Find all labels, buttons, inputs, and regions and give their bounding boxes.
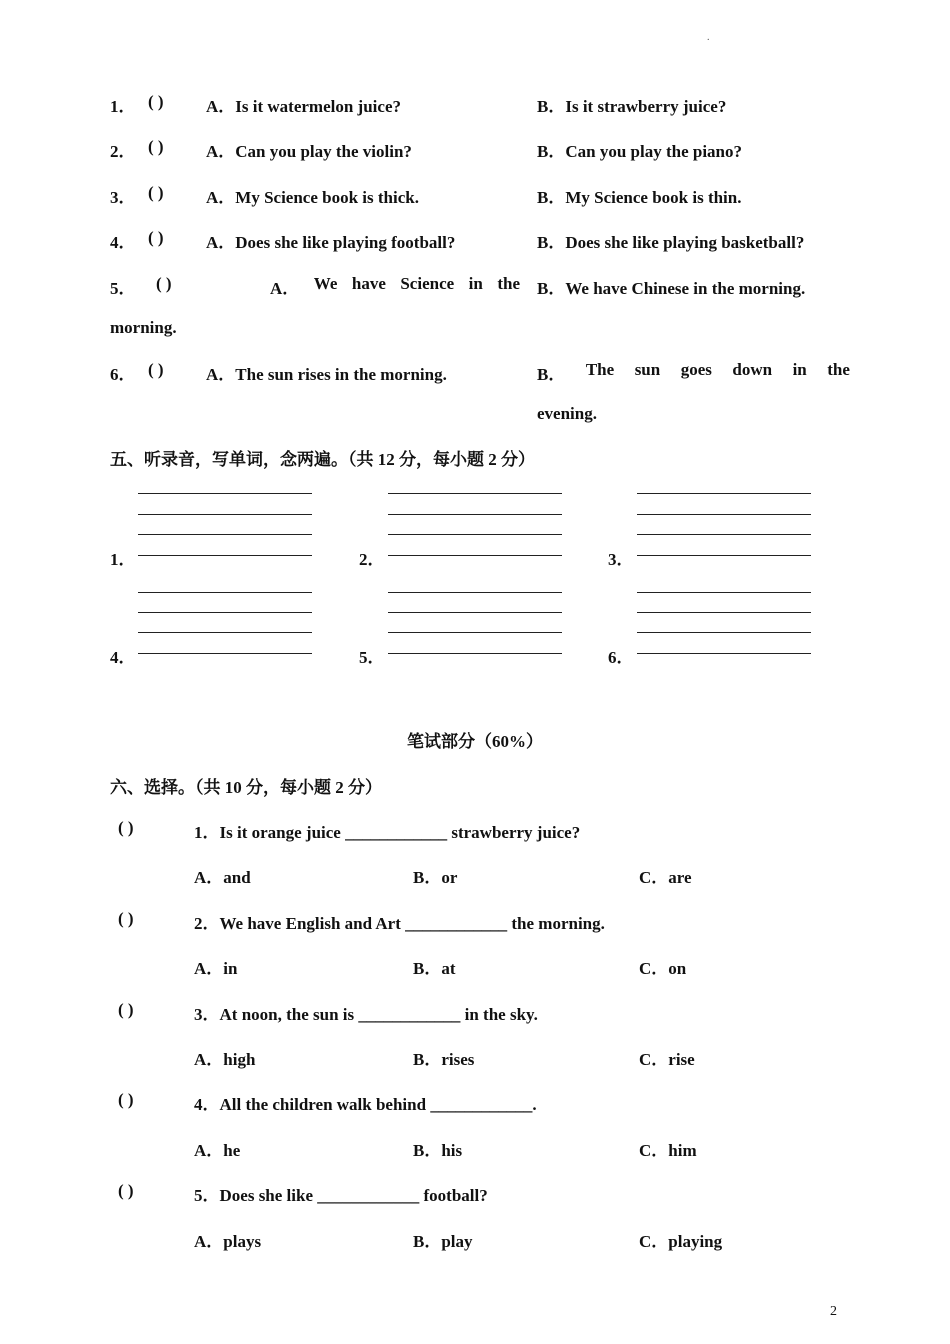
option-a: A．and <box>194 868 251 887</box>
writing-line <box>388 592 562 593</box>
question-stem: 2．We have English and Art ____________ the morning. <box>194 914 605 933</box>
option-b: B．We have Chinese in the morning. <box>537 279 806 298</box>
answer-blank: ( ) <box>148 183 164 202</box>
option-c: C．on <box>639 959 687 978</box>
answer-blank: ( ) <box>156 274 172 293</box>
question-number: 6． <box>110 365 136 384</box>
option-b-continued: evening. <box>537 404 597 423</box>
writing-line <box>637 592 811 593</box>
option-b: B．My Science book is thin. <box>537 188 742 207</box>
question-stem: 3．At noon, the sun is ____________ in the sky. <box>194 1005 538 1024</box>
blank-label: 6． <box>608 648 634 667</box>
header-mark: . <box>707 32 710 43</box>
option-a: A．Is it watermelon juice? <box>206 97 401 116</box>
blank-label: 5． <box>359 648 385 667</box>
writing-line <box>388 514 562 515</box>
option-a: A． We have Science in the <box>270 274 520 298</box>
option-b: B．Is it strawberry juice? <box>537 97 727 116</box>
option-b: B．his <box>413 1141 463 1160</box>
option-a: A．in <box>194 959 238 978</box>
writing-line <box>138 534 312 535</box>
option-b: B．Can you play the piano? <box>537 142 742 161</box>
question-number: 3． <box>110 188 136 207</box>
blank-label: 3． <box>608 550 634 569</box>
writing-line <box>138 592 312 593</box>
option-b: B．at <box>413 959 456 978</box>
writing-line <box>138 555 312 556</box>
listening-question <box>110 137 850 167</box>
writing-line <box>637 653 811 654</box>
listening-question <box>110 92 850 122</box>
writing-line <box>637 555 811 556</box>
option-a: A．high <box>194 1050 256 1069</box>
writing-line <box>388 534 562 535</box>
option-b: B． The sun goes down in the <box>537 360 850 384</box>
option-a: A．he <box>194 1141 241 1160</box>
question-number: 4． <box>110 233 136 252</box>
option-a: A．Does she like playing football? <box>206 233 456 252</box>
option-b: B．or <box>413 868 458 887</box>
listening-question <box>110 228 850 258</box>
writing-line <box>138 632 312 633</box>
writing-line <box>138 493 312 494</box>
answer-blank: ( ) <box>148 360 164 379</box>
answer-blank: ( ) <box>118 818 134 837</box>
listening-question <box>110 274 850 304</box>
writing-line <box>388 555 562 556</box>
blank-label: 4． <box>110 648 136 667</box>
answer-blank: ( ) <box>148 92 164 111</box>
writing-line <box>388 493 562 494</box>
answer-blank: ( ) <box>118 1090 134 1109</box>
option-b: B．Does she like playing basketball? <box>537 233 805 252</box>
written-part-title: 笔试部分（60%） <box>407 732 543 751</box>
option-c: C．rise <box>639 1050 695 1069</box>
listening-question <box>110 360 850 390</box>
answer-blank: ( ) <box>118 1000 134 1019</box>
question-number: 2． <box>110 142 136 161</box>
answer-blank: ( ) <box>118 1181 134 1200</box>
section-title: 五、听录音，写单词，念两遍。（共 12 分，每小题 2 分） <box>110 450 535 469</box>
writing-line <box>138 612 312 613</box>
option-b: B．rises <box>413 1050 475 1069</box>
listening-question <box>110 183 850 213</box>
writing-line <box>388 632 562 633</box>
writing-line <box>637 632 811 633</box>
option-c: C．are <box>639 868 692 887</box>
writing-line <box>388 653 562 654</box>
answer-blank: ( ) <box>148 137 164 156</box>
answer-blank: ( ) <box>148 228 164 247</box>
writing-line <box>637 514 811 515</box>
option-a: A．My Science book is thick. <box>206 188 419 207</box>
option-b: B．play <box>413 1232 473 1251</box>
blank-label: 2． <box>359 550 385 569</box>
option-a-continued: morning. <box>110 318 177 337</box>
question-stem: 1．Is it orange juice ____________ strawberry juice? <box>194 823 581 842</box>
writing-line <box>388 612 562 613</box>
blank-label: 1． <box>110 550 136 569</box>
option-a: A．The sun rises in the morning. <box>206 365 447 384</box>
option-a: A．Can you play the violin? <box>206 142 412 161</box>
option-c: C．playing <box>639 1232 723 1251</box>
option-c: C．him <box>639 1141 697 1160</box>
writing-line <box>138 514 312 515</box>
writing-line <box>138 653 312 654</box>
writing-line <box>637 612 811 613</box>
page-number: 2 <box>830 1304 837 1319</box>
question-number: 5． <box>110 279 136 298</box>
writing-line <box>637 534 811 535</box>
section-title: 六、选择。（共 10 分，每小题 2 分） <box>110 778 382 797</box>
question-stem: 5．Does she like ____________ football? <box>194 1186 488 1205</box>
answer-blank: ( ) <box>118 909 134 928</box>
option-a: A．plays <box>194 1232 262 1251</box>
question-number: 1． <box>110 97 136 116</box>
question-stem: 4．All the children walk behind ____________. <box>194 1095 537 1114</box>
writing-line <box>637 493 811 494</box>
